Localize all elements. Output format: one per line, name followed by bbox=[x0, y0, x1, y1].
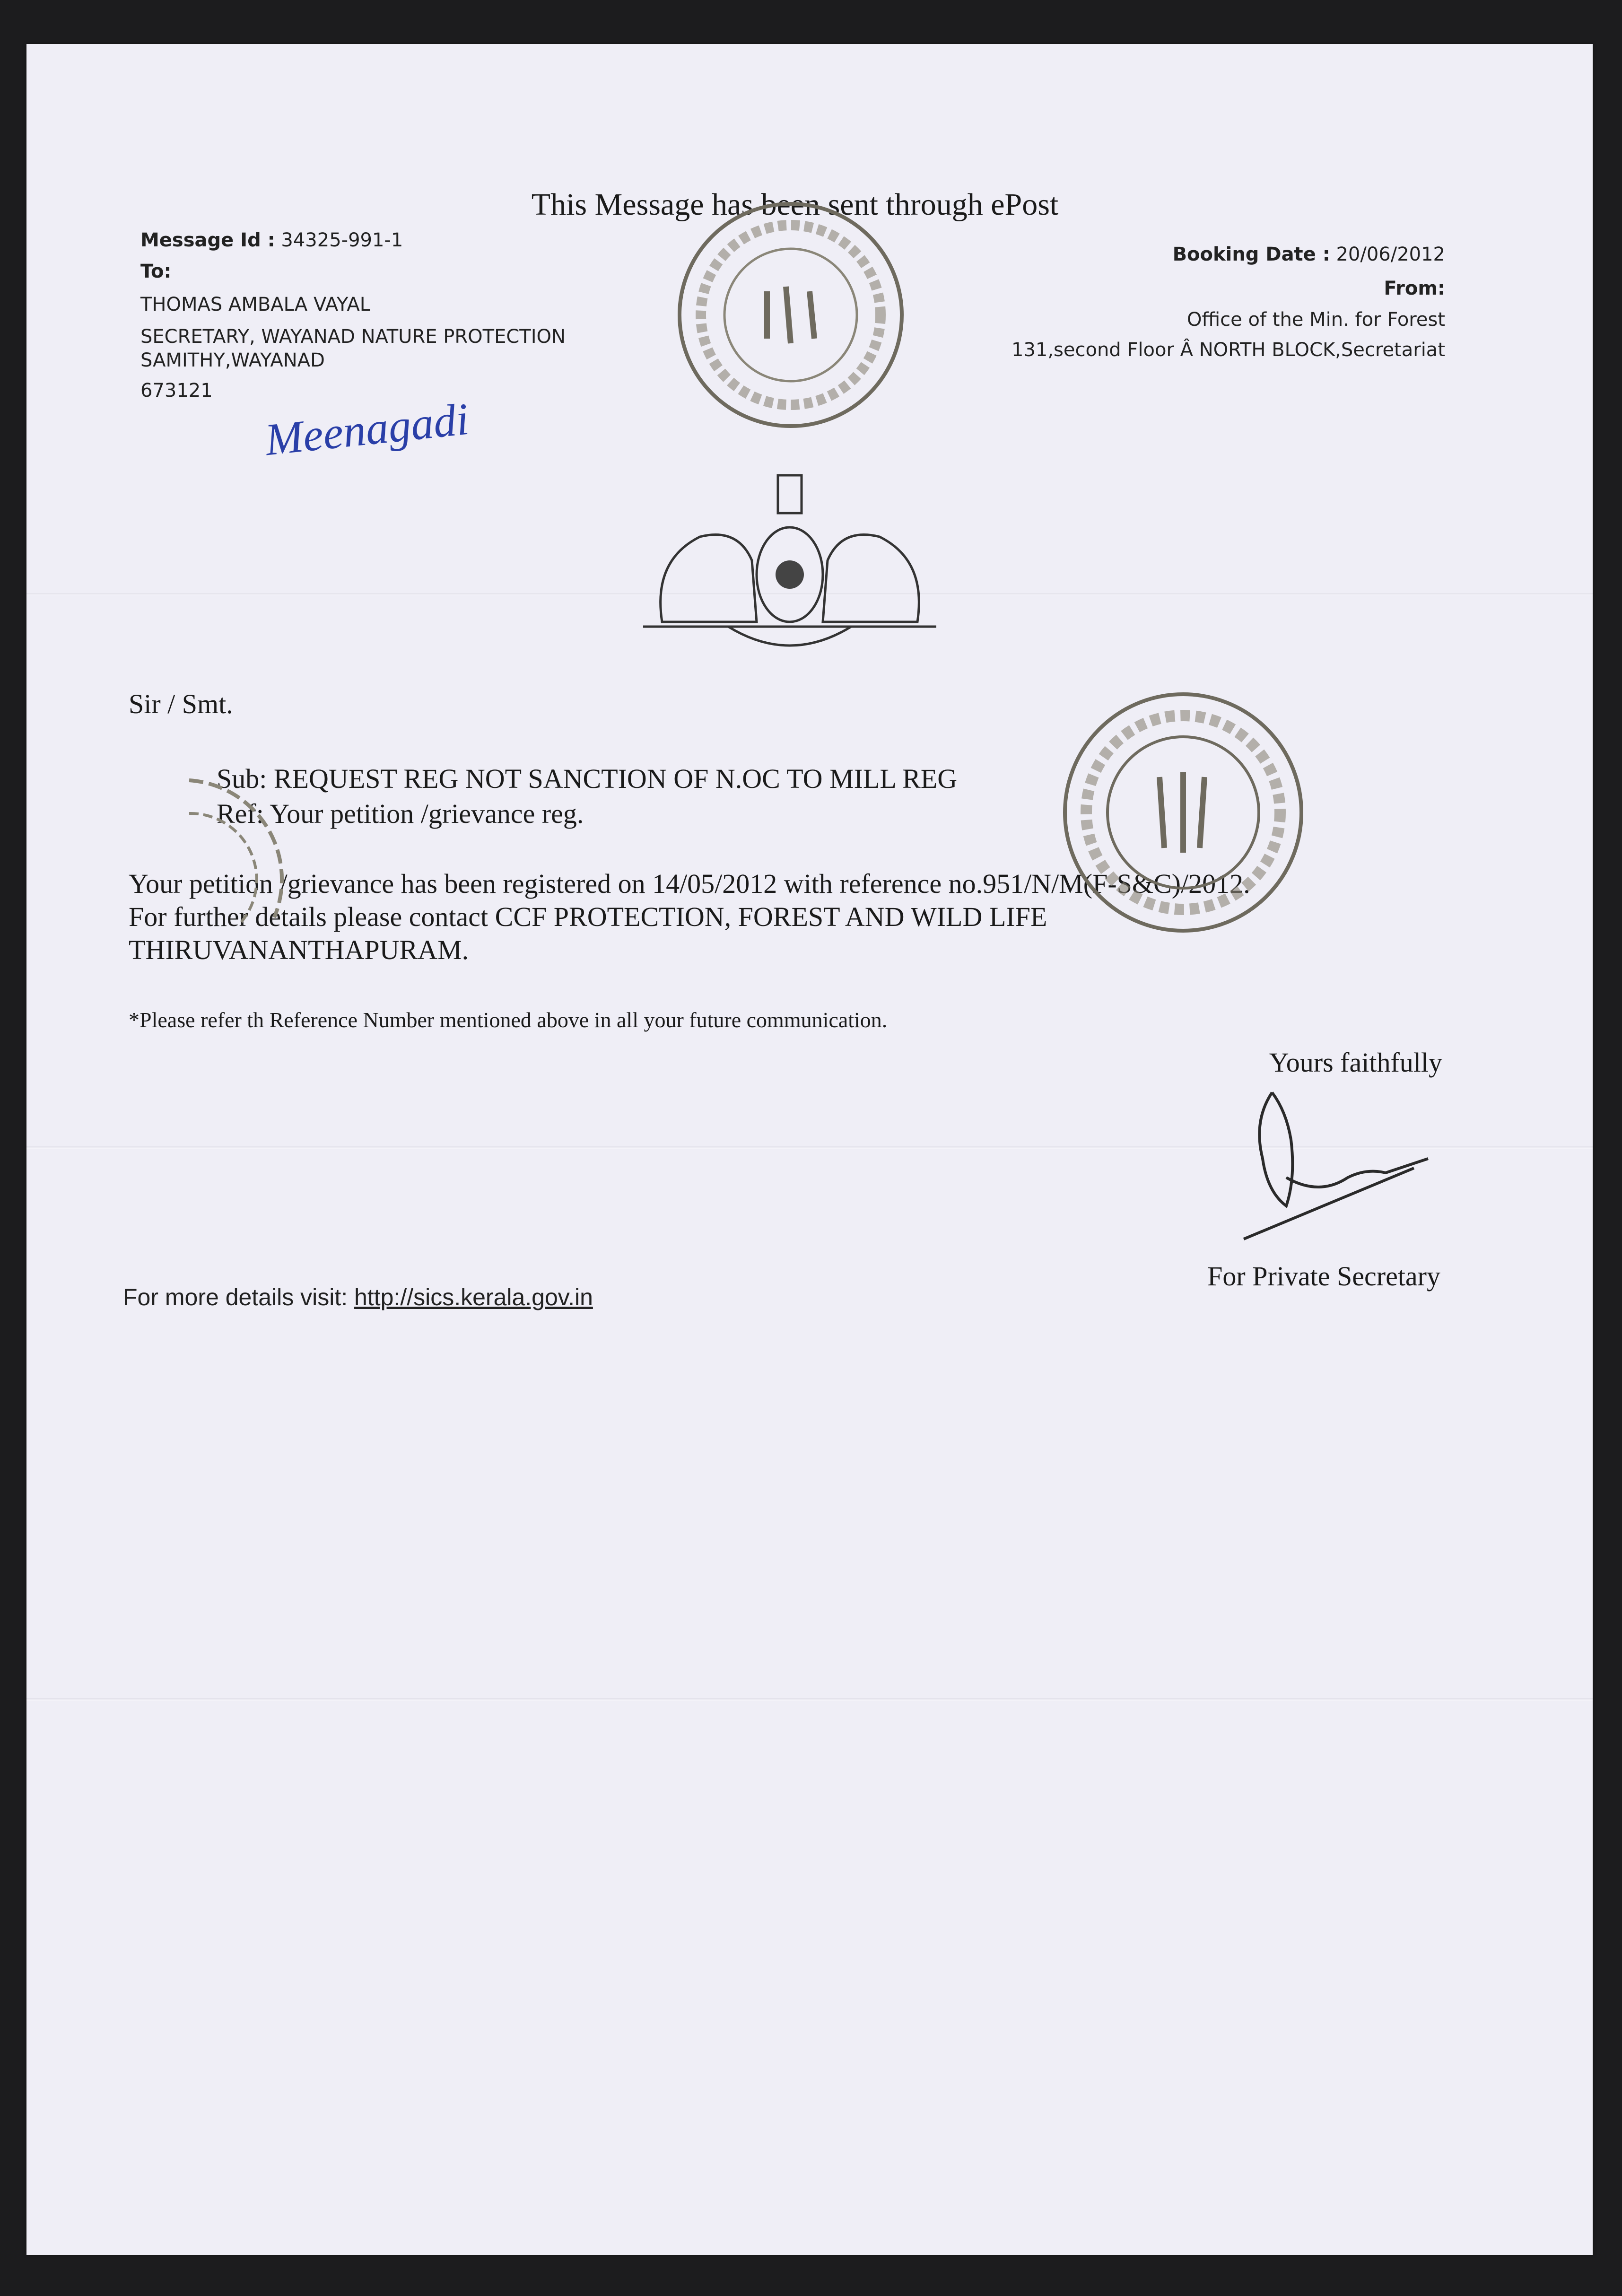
booking-date-value: 20/06/2012 bbox=[1336, 244, 1445, 265]
recipient-line: SECRETARY, WAYANAD NATURE PROTECTION bbox=[140, 326, 566, 348]
salutation: Sir / Smt. bbox=[129, 689, 233, 719]
epost-notice: This Message has been sent through ePost bbox=[531, 187, 1059, 222]
closing: Yours faithfully bbox=[1269, 1047, 1442, 1078]
message-id bbox=[140, 231, 403, 250]
reference-line: Ref: Your petition /grievance reg. bbox=[217, 798, 584, 829]
postmark-meenangadi-icon bbox=[1058, 687, 1308, 938]
from-label: From: bbox=[1384, 278, 1445, 299]
reference-note: *Please refer th Reference Number mentioned above in all your future communication. bbox=[129, 1008, 888, 1032]
to-label: To: bbox=[140, 261, 172, 282]
sender-line: Office of the Min. for Forest bbox=[1187, 309, 1445, 331]
kerala-emblem-icon bbox=[634, 466, 946, 674]
website-link[interactable]: http://sics.kerala.gov.in bbox=[354, 1284, 593, 1310]
sender-line: 131,second Floor Â NORTH BLOCK,Secretariat bbox=[1011, 339, 1445, 361]
recipient-line: 673121 bbox=[140, 380, 213, 402]
fold-line bbox=[26, 1698, 1593, 1701]
message-id-label: Message Id : bbox=[140, 229, 275, 251]
booking-date bbox=[1173, 245, 1445, 264]
recipient-line: SAMITHY,WAYANAD bbox=[140, 349, 325, 371]
body-line: Your petition /grievance has been registered on 14/05/2012 with reference no.951/N/M(F-S&C)/2012. bbox=[129, 868, 1250, 899]
body-line: For further details please contact CCF PROTECTION, FOREST AND WILD LIFE bbox=[129, 901, 1047, 932]
postmark-kalpetta-icon bbox=[672, 197, 909, 433]
body-line: THIRUVANANTHAPURAM. bbox=[129, 934, 469, 965]
postmark-partial-icon bbox=[85, 776, 293, 984]
booking-date-label: Booking Date : bbox=[1172, 244, 1330, 265]
recipient-line: THOMAS AMBALA VAYAL bbox=[140, 294, 370, 315]
more-details bbox=[123, 1285, 593, 1309]
handwritten-note: Meenagadi bbox=[262, 393, 471, 465]
signature-icon bbox=[1225, 1083, 1433, 1253]
signatory: For Private Secretary bbox=[1207, 1261, 1440, 1292]
more-details-label: For more details visit: bbox=[123, 1284, 348, 1310]
subject-line: Sub: REQUEST REG NOT SANCTION OF N.OC TO MILL REG bbox=[217, 763, 958, 794]
message-id-value: 34325-991-1 bbox=[281, 229, 403, 251]
